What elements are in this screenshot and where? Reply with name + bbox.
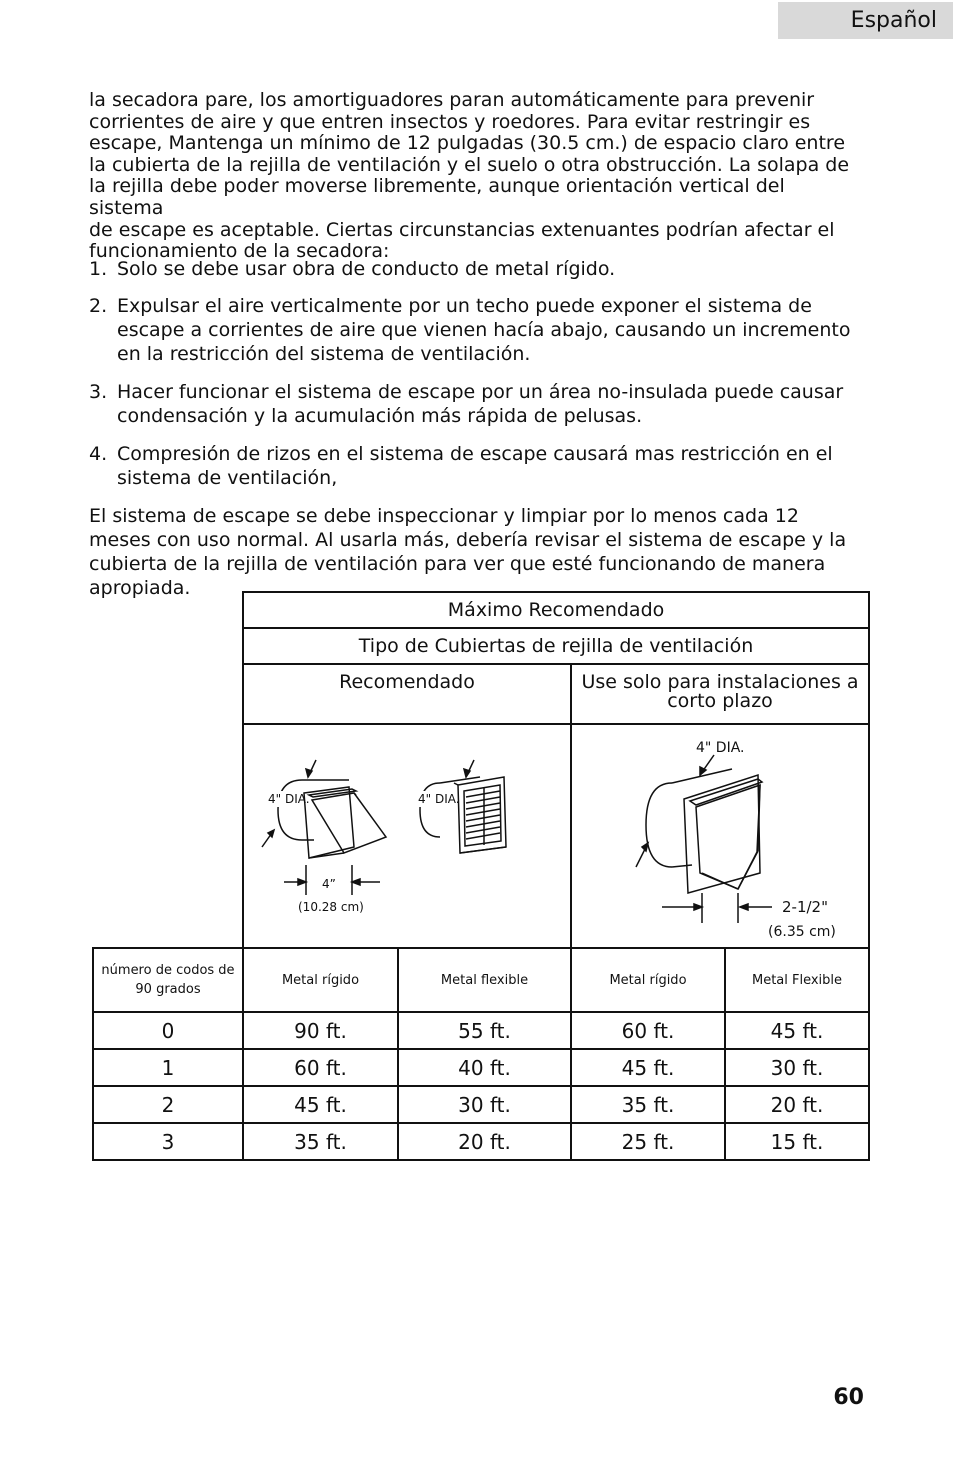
table-cell: 2 [93,1086,243,1123]
list-line: Expulsar el aire verticalmente por un techo puede exponer el sistema de [117,295,812,317]
table-cell: 15 ft. [725,1123,869,1160]
intro-line: escape, Mantenga un mínimo de 12 pulgadas (30.5 cm.) de espacio claro entre [89,132,846,155]
table-cell: 1 [93,1049,243,1086]
table-subtitle: Tipo de Cubiertas de rejilla de ventilación [243,628,869,664]
list-number: 4. [89,443,108,465]
recommended-hoods-illustration [243,724,571,948]
list-line: condensación y la acumulación más rápida de pelusas. [117,405,643,427]
table-cell: 60 ft. [571,1012,725,1049]
table-cell: 3 [93,1123,243,1160]
column-header-elbows: número de codos de 90 grados [93,948,243,1012]
table-cell: 60 ft. [243,1049,398,1086]
list-number: 2. [89,295,108,317]
table-row [93,1049,869,1086]
table-row [93,1086,869,1123]
duct-outline [646,783,672,867]
table-cell: 0 [93,1012,243,1049]
table-cell: 35 ft. [571,1086,725,1123]
table-cell: 20 ft. [725,1086,869,1123]
width-metric-label: (10.28 cm) [298,900,364,914]
list-number: 1. [89,258,108,280]
column-header: Metal rígido [571,948,725,1012]
closing-paragraph [89,504,864,600]
list-number: 3. [89,381,108,403]
group-short-term-label: Use solo para instalaciones a corto plazo [581,671,859,712]
intro-line: la secadora pare, los amortiguadores paran automáticamente para prevenir [89,89,815,111]
language-tab: Español [778,2,953,39]
table-cell: 90 ft. [243,1012,398,1049]
table-cell: 25 ft. [571,1123,725,1160]
list-item [89,380,864,428]
list-line: Hacer funcionar el sistema de escape por un área no-insulada puede causar [117,381,844,403]
intro-line: funcionamiento de la secadora: [89,240,390,263]
table-cell: 45 ft. [243,1086,398,1123]
closing-line: meses con uso normal. Al usarla más, debería revisar el sistema de escape y la [89,529,847,551]
list-item [89,442,864,490]
dia-label: 4" DIA. [418,792,460,806]
closing-line: apropiada. [89,577,191,599]
short-term-hood-illustration [571,724,869,948]
group-recommended [243,664,571,724]
vent-hood-diagrams [244,725,570,947]
table-cell: 40 ft. [398,1049,571,1086]
group-recommended-label: Recomendado [339,671,475,693]
intro-line: de escape es aceptable. Ciertas circunstancias extenuantes podrían afectar el [89,218,835,241]
width-label: 2-1/2" [782,898,828,916]
column-header: Metal flexible [398,948,571,1012]
table-cell: 55 ft. [398,1012,571,1049]
table-cell: 30 ft. [398,1086,571,1123]
width-metric-label: (6.35 cm) [768,924,836,940]
intro-line: la rejilla debe poder moverse libremente, aunque orientación vertical del sistema [89,175,785,219]
table-cell: 35 ft. [243,1123,398,1160]
dia-label: 4" DIA. [696,740,745,756]
list-line: Solo se debe usar obra de conducto de metal rígido. [117,258,616,280]
intro-line: corrientes de aire y que entren insectos y roedores. Para evitar restringir es [89,110,811,133]
vent-length-table [92,591,870,1161]
table-cell: 20 ft. [398,1123,571,1160]
group-short-term [571,664,869,724]
table-cell: 30 ft. [725,1049,869,1086]
width-label: 4” [322,877,336,891]
closing-line: cubierta de la rejilla de ventilación para ver que esté funcionando de manera [89,553,826,575]
list-line: escape a corrientes de aire que vienen hacía abajo, causando un incremento [117,319,851,341]
list-line: Compresión de rizos en el sistema de escape causará mas restricción en el [117,443,833,465]
list-item [89,257,864,281]
table-title: Máximo Recomendado [243,592,869,628]
table-row [93,1123,869,1160]
vent-hood-diagram [572,725,870,947]
closing-line: El sistema de escape se debe inspeccionar y limpiar por lo menos cada 12 [89,505,799,527]
list-item [89,294,864,366]
table-row [93,1012,869,1049]
dia-label: 4" DIA. [268,792,310,806]
duct-outline [278,780,302,840]
page-number: 60 [833,1385,864,1410]
table-cell: 45 ft. [725,1012,869,1049]
intro-paragraph [89,90,864,263]
list-line: sistema de ventilación, [117,467,338,489]
column-header: Metal rígido [243,948,398,1012]
column-header: Metal Flexible [725,948,869,1012]
intro-line: la cubierta de la rejilla de ventilación y el suelo o otra obstrucción. La solapa de [89,153,850,176]
list-line: en la restricción del sistema de ventilación. [117,343,531,365]
table-cell: 45 ft. [571,1049,725,1086]
